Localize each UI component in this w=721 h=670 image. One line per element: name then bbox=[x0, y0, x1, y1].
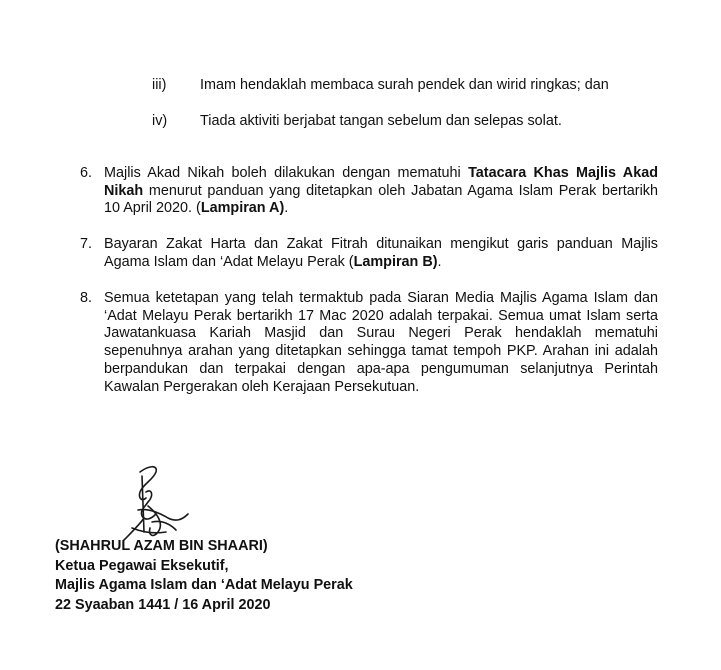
item-8-text: Semua ketetapan yang telah termaktub pada Siaran Media Majlis Agama Islam dan ‘Adat Melayu Perak bertarikh 17 Mac 2020 adalah terpakai. Semua umat Islam serta Jawatankuasa Kariah Masjid dan Surau Negeri Perak hendaklah mematuhi sepenuhnya arahan yang ditetapkan sehingga tamat tempoh PKP. Arahan ini adalah berpandukan dan terpakai dengan apa-apa pengumuman selanjutnya Perintah Kawalan Pergerakan oleh Kerajaan Persekutuan. bbox=[104, 290, 658, 395]
signatory-title: Ketua Pegawai Eksekutif, bbox=[55, 557, 229, 574]
item-number-7: 7. bbox=[80, 236, 93, 252]
sub-item-text-iii: Imam hendaklah membaca surah pendek dan wirid ringkas; dan bbox=[200, 77, 609, 93]
item-7-bold-lampiran-b: Lampiran B) bbox=[353, 253, 438, 270]
item-number-6: 6. bbox=[80, 165, 93, 181]
sub-item-text-iv: Tiada aktiviti berjabat tangan sebelum dan selepas solat. bbox=[200, 113, 562, 129]
sub-item-marker-iii: iii) bbox=[152, 77, 167, 93]
item-paragraph-8 bbox=[104, 290, 658, 396]
signature-block bbox=[55, 537, 435, 615]
sub-item-marker-iv: iv) bbox=[152, 113, 168, 129]
signatory-name: (SHAHRUL AZAM BIN SHAARI) bbox=[55, 538, 268, 554]
item-number-8: 8. bbox=[80, 290, 93, 306]
item-7-text-2: . bbox=[437, 253, 442, 270]
item-6-bold-lampiran-a: Lampiran A) bbox=[200, 200, 285, 217]
signatory-organization: Majlis Agama Islam dan ‘Adat Melayu Perak bbox=[55, 577, 353, 593]
signature-date: 22 Syaaban 1441 / 16 April 2020 bbox=[55, 596, 271, 613]
item-paragraph-6 bbox=[104, 165, 658, 218]
item-6-text-3: . bbox=[284, 200, 289, 217]
handwritten-signature bbox=[118, 462, 200, 548]
item-7-text-1: Bayaran Zakat Harta dan Zakat Fitrah ditunaikan mengikut garis panduan Majlis Agama Islam dan ‘Adat Melayu Perak ( bbox=[104, 236, 658, 270]
item-6-text-2: menurut panduan yang ditetapkan oleh Jabatan Agama Islam Perak bertarikh 10 April 2020. ( bbox=[104, 182, 658, 217]
item-6-bold-tatacara: Tatacara Khas Majlis Akad Nikah bbox=[104, 165, 658, 199]
item-6-text-1: Majlis Akad Nikah boleh dilakukan dengan mematuhi bbox=[104, 165, 469, 181]
item-paragraph-7 bbox=[104, 236, 658, 271]
